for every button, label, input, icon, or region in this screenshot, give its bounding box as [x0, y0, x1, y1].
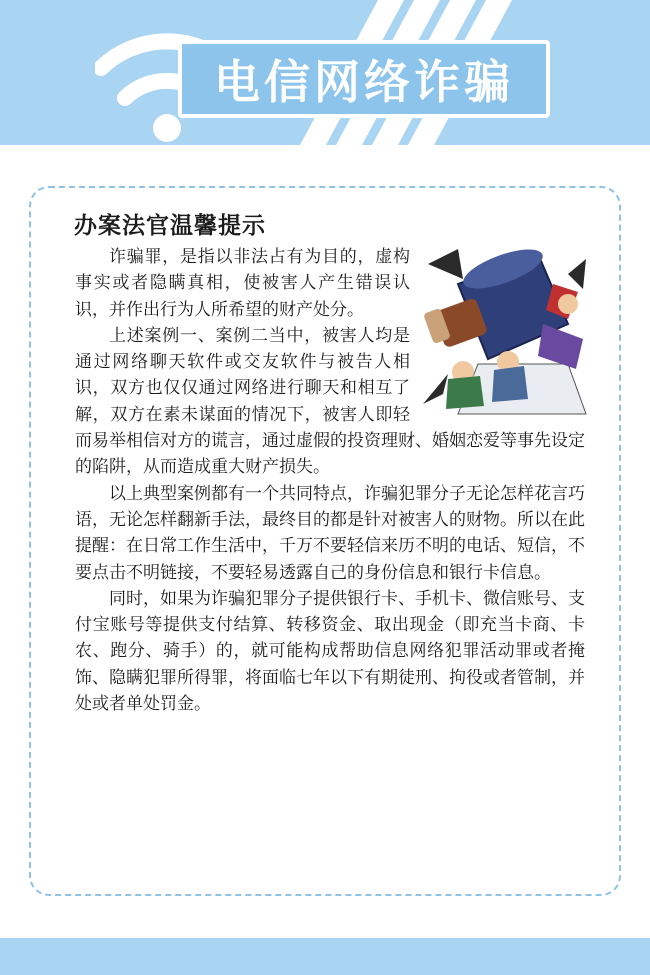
paragraph-1: 诈骗罪，是指以非法占有为目的，虚构事实或者隐瞒真相，使被害人产生错误认识，并作出行为人所希望的财产处分。	[75, 247, 410, 320]
header-banner	[178, 40, 550, 118]
paragraph-4: 同时，如果为诈骗犯罪分子提供银行卡、手机卡、微信账号、支付宝账号等提供支付结算、转移资金、取出现金（即充当卡商、卡农、跑分、骑手）的，就可能构成帮助信息网络犯罪活动罪或者掩饰、隐瞒犯罪所得罪，将面临七年以下有期徒刑、拘役或者管制，并处或者单处罚金。	[75, 588, 585, 715]
paragraph-3: 以上典型案例都有一个共同特点，诈骗犯罪分子无论怎样花言巧语，无论怎样翻新手法，最终目的都是针对被害人的财物。所以在此提醒：在日常工作生活中，千万不要轻信来历不明的电话、短信，不要点击不明链接，不要轻易透露自己的身份信息和银行卡信息。	[75, 483, 585, 583]
paragraph-2: 上述案例一、案例二当中，被害人均是通过网络聊天软件或交友软件与被告人相识，双方也仅仅通过网络进行聊天和相互了解，双方在素未谋面的情况下，被害人即轻而易举相信对方的谎言，通过虚假的投资理财、婚姻恋爱等事先设定的陷阱，从而造成重大财产损失。	[75, 325, 585, 478]
fraud-illustration-icon	[418, 244, 588, 419]
poster-footer	[0, 938, 650, 975]
panel-title: 办案法官温馨提示	[74, 213, 266, 239]
banner-title: 电信网络诈骗	[214, 55, 514, 109]
poster-header	[0, 0, 650, 145]
article-body	[75, 244, 585, 717]
